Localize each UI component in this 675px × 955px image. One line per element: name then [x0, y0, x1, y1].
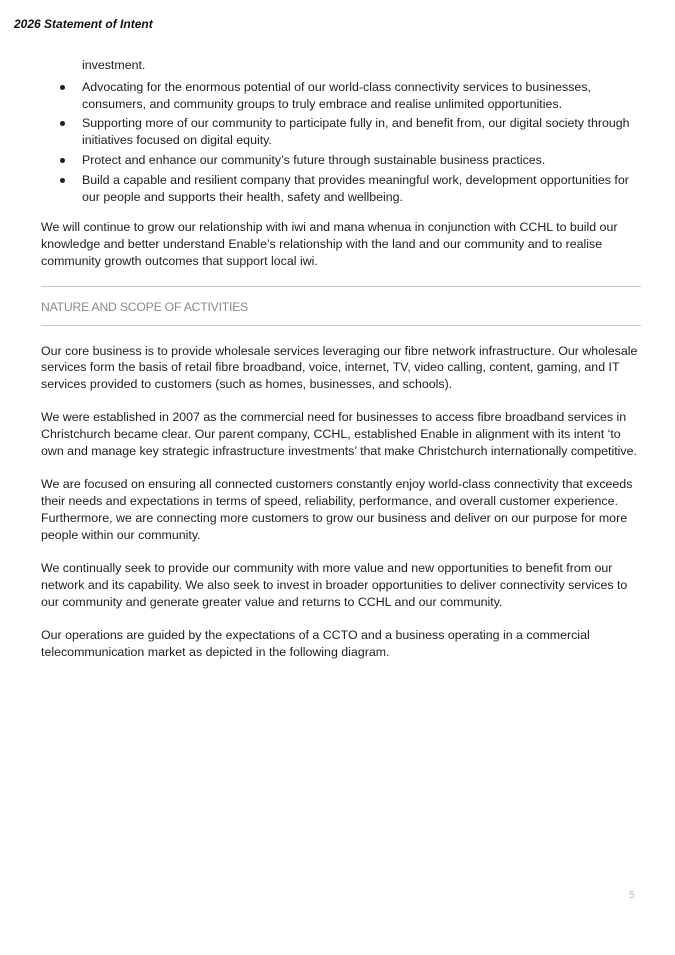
continued-text: investment. [82, 58, 146, 72]
bullet-text: Protect and enhance our community’s future through sustainable business practices. [82, 152, 546, 167]
bullet-item [41, 172, 641, 206]
body-paragraph: Our core business is to provide wholesale services leveraging our fibre network infrastructure. Our wholesale services form the basis of retail fibre broadband, voice, internet, TV, video calling, content, gaming, and IT services provided to customers (such as homes, businesses, and schools). [41, 343, 638, 392]
bullet-icon [60, 158, 65, 163]
body-paragraph: We continually seek to provide our community with more value and new opportunities to benefit from our network and its capability. We also seek to invest in broader opportunities to deliver connectivity services to our community and generate greater value and returns to CCHL and our community. [41, 561, 628, 609]
iwi-paragraph: We will continue to grow our relationship with iwi and mana whenua in conjunction with CCHL to build our knowledge and better understand Enable’s relationship with the land and our community and to realise community growth outcomes that support local iwi. [41, 220, 618, 268]
bullet-icon [60, 85, 65, 90]
bullet-list [41, 79, 641, 206]
bullet-text: Build a capable and resilient company that provides meaningful work, development opportunities for our people and supports their health, safety and wellbeing. [82, 172, 629, 204]
bullet-item [41, 115, 641, 149]
bullet-icon [60, 121, 65, 126]
section-heading: NATURE AND SCOPE OF ACTIVITIES [41, 299, 249, 314]
bullet-item [41, 79, 641, 113]
body-paragraph: We are focused on ensuring all connected customers constantly enjoy world-class connectivity that exceeds their needs and expectations in terms of speed, reliability, performance, and overall customer experience. Furthermore, we are connecting more customers to grow our business and deliver on our purpose for more people within our community. [41, 477, 633, 542]
bullet-item [41, 152, 641, 169]
document-header-title: 2026 Statement of Intent [14, 17, 153, 31]
bullet-icon [60, 178, 65, 183]
document-body [41, 57, 641, 677]
page-number: 5 [629, 890, 635, 901]
section-divider-bottom [41, 325, 641, 326]
bullet-text: Advocating for the enormous potential of our world-class connectivity services to businesses, consumers, and community groups to truly embrace and realise unlimited opportunities. [82, 79, 591, 111]
body-paragraph: We were established in 2007 as the commercial need for businesses to access fibre broadband services in Christchurch became clear. Our parent company, CCHL, established Enable in alignment with its intent ‘to own and manage key strategic infrastructure investments’ that make Christchurch internationally competitive. [41, 410, 637, 459]
body-paragraph: Our operations are guided by the expectations of a CCTO and a business operating in a commercial telecommunication market as depicted in the following diagram. [41, 627, 590, 659]
bullet-text: Supporting more of our community to participate fully in, and benefit from, our digital society through initiatives focused on digital equity. [82, 116, 630, 148]
